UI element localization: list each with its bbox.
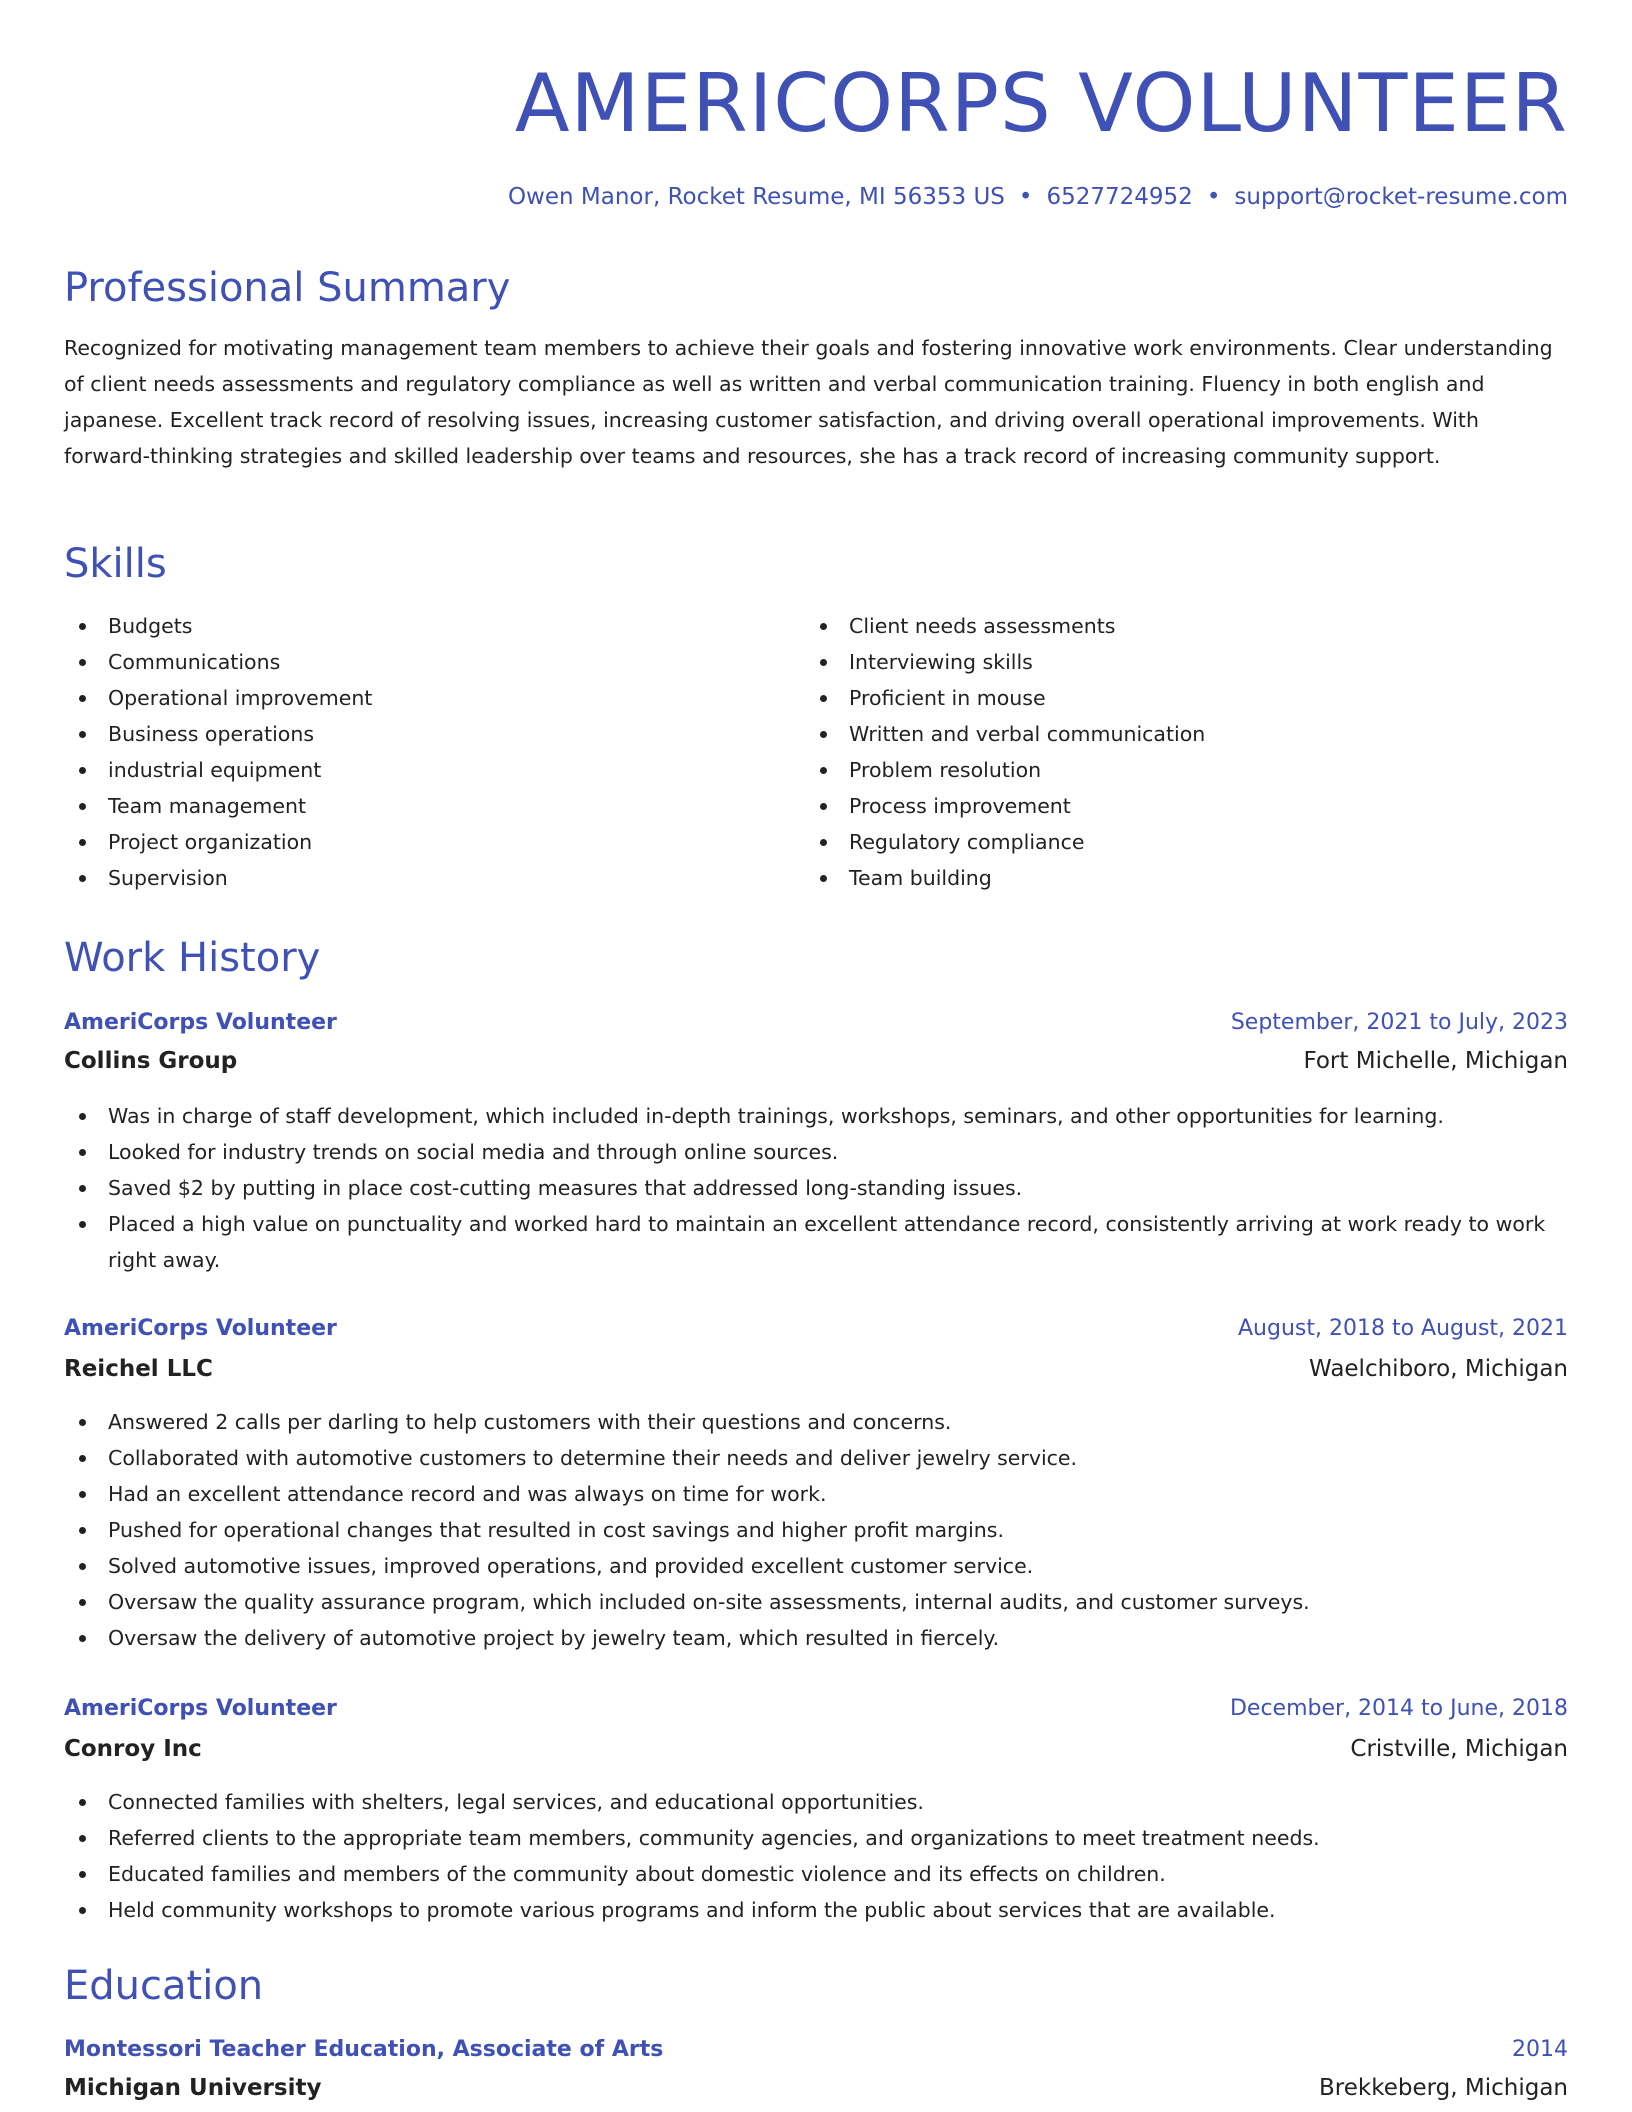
job-location: Waelchiboro, Michigan xyxy=(1309,1356,1568,1382)
job-bullet: Connected families with shelters, legal services, and educational opportunities. xyxy=(64,1784,1568,1820)
skill-item: Written and verbal communication xyxy=(805,716,1565,752)
job-bullets xyxy=(64,1784,1568,1928)
skill-item: Communications xyxy=(64,644,764,680)
job-bullet: Was in charge of staff development, which included in-depth trainings, workshops, seminars, and other opportunities for learning. xyxy=(64,1098,1568,1134)
skill-item: Regulatory compliance xyxy=(805,824,1565,860)
skill-item: Budgets xyxy=(64,608,764,644)
skill-item: Process improvement xyxy=(805,788,1565,824)
job-dates: September, 2021 to July, 2023 xyxy=(1230,1010,1568,1035)
job-title: AmeriCorps Volunteer xyxy=(64,1696,337,1721)
job-bullet: Looked for industry trends on social media and through online sources. xyxy=(64,1134,1568,1170)
job-bullet: Oversaw the delivery of automotive project by jewelry team, which resulted in fiercely. xyxy=(64,1620,1568,1656)
skill-item: Interviewing skills xyxy=(805,644,1565,680)
skill-item: industrial equipment xyxy=(64,752,764,788)
job-bullets xyxy=(64,1098,1568,1278)
job-dates: August, 2018 to August, 2021 xyxy=(1238,1316,1568,1341)
contact-line xyxy=(508,181,1568,213)
contact-email[interactable]: support@rocket-resume.com xyxy=(1234,184,1568,210)
job-bullet: Educated families and members of the community about domestic violence and its effects on children. xyxy=(64,1856,1568,1892)
skills-heading: Skills xyxy=(64,541,167,587)
job-bullet: Had an excellent attendance record and was always on time for work. xyxy=(64,1476,1568,1512)
skill-item: Supervision xyxy=(64,860,764,896)
contact-separator: • xyxy=(1018,184,1033,210)
skill-item: Team building xyxy=(805,860,1565,896)
job-bullet: Answered 2 calls per darling to help customers with their questions and concerns. xyxy=(64,1404,1568,1440)
education-degree: Montessori Teacher Education, Associate of Arts xyxy=(64,2037,664,2062)
job-location: Cristville, Michigan xyxy=(1350,1736,1568,1762)
job-company: Reichel LLC xyxy=(64,1356,213,1382)
job-bullet: Solved automotive issues, improved operations, and provided excellent customer service. xyxy=(64,1548,1568,1584)
skill-item: Proficient in mouse xyxy=(805,680,1565,716)
job-bullet: Oversaw the quality assurance program, which included on-site assessments, internal audits, and customer surveys. xyxy=(64,1584,1568,1620)
contact-phone: 6527724952 xyxy=(1046,184,1193,210)
work-history-heading: Work History xyxy=(64,935,321,981)
education-location: Brekkeberg, Michigan xyxy=(1319,2075,1568,2101)
skills-list-right xyxy=(805,608,1565,896)
skill-item: Team management xyxy=(64,788,764,824)
summary-heading: Professional Summary xyxy=(64,265,511,311)
education-heading: Education xyxy=(64,1963,264,2009)
job-bullet: Collaborated with automotive customers to determine their needs and deliver jewelry service. xyxy=(64,1440,1568,1476)
job-bullet: Referred clients to the appropriate team members, community agencies, and organizations to meet treatment needs. xyxy=(64,1820,1568,1856)
skills-list-left xyxy=(64,608,764,896)
job-company: Collins Group xyxy=(64,1048,238,1074)
job-bullet: Held community workshops to promote various programs and inform the public about services that are available. xyxy=(64,1892,1568,1928)
job-dates: December, 2014 to June, 2018 xyxy=(1229,1696,1568,1721)
job-bullet: Saved $2 by putting in place cost-cutting measures that addressed long-standing issues. xyxy=(64,1170,1568,1206)
education-year: 2014 xyxy=(1512,2037,1568,2062)
contact-separator: • xyxy=(1206,184,1221,210)
education-school: Michigan University xyxy=(64,2075,322,2101)
job-bullets xyxy=(64,1404,1568,1656)
skill-item: Problem resolution xyxy=(805,752,1565,788)
skill-item: Operational improvement xyxy=(64,680,764,716)
skill-item: Project organization xyxy=(64,824,764,860)
job-bullet: Pushed for operational changes that resulted in cost savings and higher profit margins. xyxy=(64,1512,1568,1548)
job-company: Conroy Inc xyxy=(64,1736,202,1762)
contact-address: Owen Manor, Rocket Resume, MI 56353 US xyxy=(507,184,1005,210)
job-title: AmeriCorps Volunteer xyxy=(64,1316,337,1341)
job-title: AmeriCorps Volunteer xyxy=(64,1010,337,1035)
job-bullet: Placed a high value on punctuality and worked hard to maintain an excellent attendance record, consistently arriving at work ready to work right away. xyxy=(64,1206,1568,1278)
skill-item: Client needs assessments xyxy=(805,608,1565,644)
skill-item: Business operations xyxy=(64,716,764,752)
job-location: Fort Michelle, Michigan xyxy=(1303,1048,1568,1074)
summary-text: Recognized for motivating management team members to achieve their goals and fostering innovative work environments. Clear understanding of client needs assessments and regulatory compliance as well as written and verbal communication training. Fluency in both english and japanese. Excellent track record of resolving issues, increasing customer satisfaction, and driving overall operational improvements. With forward-thinking strategies and skilled leadership over teams and resources, she has a track record of increasing community support. xyxy=(64,336,1553,468)
candidate-name: AMERICORPS VOLUNTEER xyxy=(514,57,1568,150)
